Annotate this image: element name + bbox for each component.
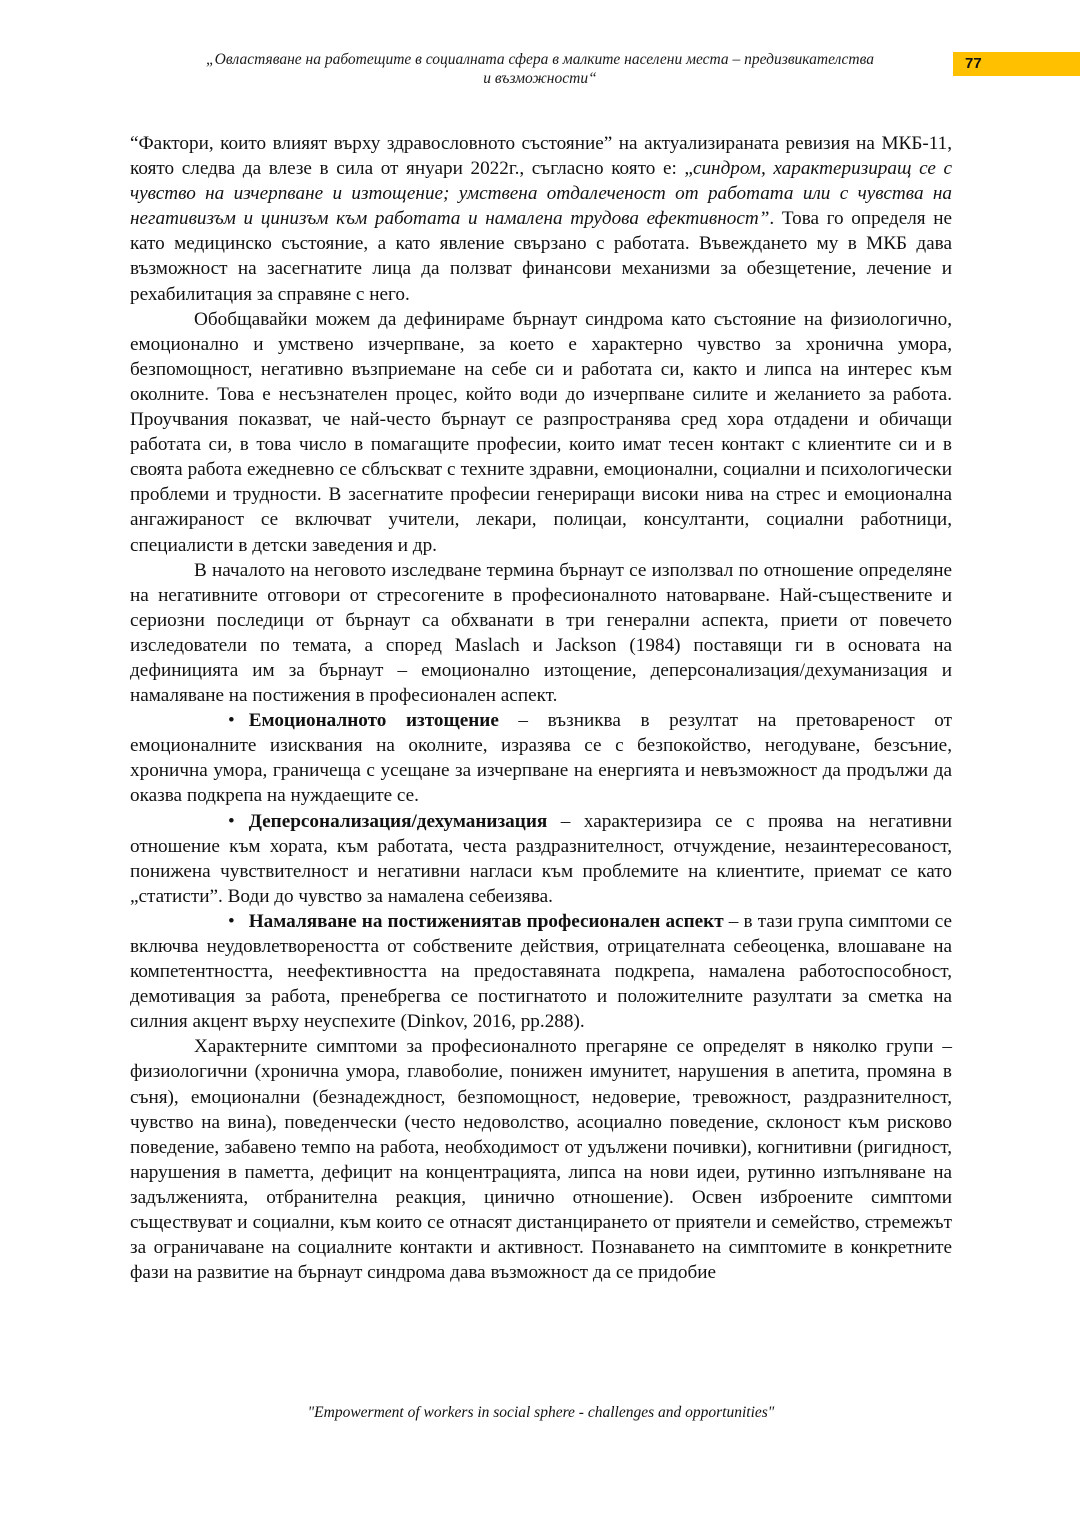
bullet-term: Деперсонализация/дехуманизация	[248, 810, 548, 832]
paragraph-icd-definition	[130, 131, 952, 307]
paragraph-symptoms: Характерните симптоми за професионалното прегаряне се определят в няколко групи – физиологични (хронична умора, главоболие, понижен имунитет, нарушения в апетита, промяна в съня), емоционални (безнадеждност, безпомощност, недоверие, тревожност, раздразнителност, чувство на вина), поведенчески (често недоволство, асоциално поведение, склоност към рисково поведение, забавено темпо на работа, необходимост от удължени почивки), когнитивни (ригидност, нарушения в паметта, дефицит на концентрацията, липса на нови идеи, рутинно изпълняване на задълженията, отбранителна реакция, цинично отношение). Освен изброените симптоми съществуват и социални, към които се отнасят дистанцирането от приятели и семейство, стремежът за ограничаване на социалните контакти и активност. Познаването на симптомите в конкретните фази на развитие на бърнаут синдрома дава възможност да се придобие	[130, 1036, 952, 1284]
bullet-text: – в тази група симптоми се включва неудовлетвореността от собствените действия, отрицателната себеоценка, влошаване на компетентността, неефективността на предоставяната подкрепа, намалена работоспособност, демотивация за работа, пренебрегва се постигнатото и положителните разултати за сметка на силния акцент върху неуспехите (Dinkov, 2016, pp.288).	[130, 910, 952, 1033]
bullet-item	[130, 809, 952, 909]
bullet-term: Намаляване на постижениятав професионален аспект	[248, 910, 724, 932]
paragraph-text: “Фактори, които влияят върху здравословното състояние” на актуализираната ревизия на МКБ-11, която следва да влезе в сила от януари 2022г., съгласно която е: „	[130, 133, 952, 180]
icd-definition-quote: синдром, характеризиращ се с чувство на изчерпване и изтощение; умствена отдалеченост от работата или с чувства на негативизъм и цинизъм към работата и намалена трудова ефективност”	[130, 158, 952, 230]
bullet-text: – характеризира се с проява на негативни отношение към хората, към работата, честа раздразнителност, отчуждение, незаинтересованост, понижена чувствителност и негативни нагласи към проблемите на клиентите, приемат се като „статисти”. Води до чувство за намалена себеизява.	[130, 810, 952, 907]
header-title-line-1: „Овластяване на работещите в социалната сфера в малките населени места – предизвикателства	[206, 51, 874, 68]
bullet-item	[130, 708, 952, 808]
paragraph-burnout-definition: Обобщавайки можем да дефинираме бърнаут синдрома като състояние на физиологично, емоционално и умствено изчерпване, за което е характерно чувство за хронична умора, безпомощност, негативно възприемане на себе си и работата си, както и липса на интерес към околните. Това е несъзнателен процес, който води до изчерпване силите и желанието за работа. Проучвания показват, че най-често бърнаут се разпространява сред хора отдадени и обичащи работата си, в това число в помагащите професии, които имат тесен контакт с клиентите си и в своята работа ежедневно се сблъскват с техните здравни, емоционални, социални и психологически проблеми и трудности. В засегнатите професии генериращи високи нива на стрес и емоционална ангажираност се включват учители, лекари, полицаи, консултанти, социални работници, специалисти в детски заведения и др.	[130, 308, 952, 556]
header-title-line-2: и възможности“	[483, 70, 597, 87]
paragraph-text: . Това го определя не като медицинско състояние, а като явление свързано с работата. Въвеждането му в МКБ дава възможност на засегнатите лица да ползват финансови механизми за обезщетение, лечение и рехабилитация за справяне с него.	[130, 208, 952, 305]
bullet-text: – възниква в резултат на претовареност от емоционалните изисквания на околните, изразява се с безпокойство, негодуване, безсъние, хронична умора, граничеща с усещане за изчерпване на енергията и невъзможност да продължи да оказва подкрепа на нуждаещите се.	[130, 710, 953, 807]
running-header	[130, 50, 950, 88]
bullet-item	[130, 909, 952, 1034]
bullet-icon: •	[228, 710, 235, 732]
bullet-icon: •	[228, 910, 235, 932]
page-number-badge: 77	[953, 52, 1080, 76]
paragraph-three-aspects: В началото на неговото изследване термина бърнаут се използвал по отношение определяне на негативните отговори от стресогените в професионалното натоварване. Най-съществените и сериозни последици от бърнаут са обхванати в три генерални аспекта, приети от повечето изследователи по темата, а според Maslach и Jackson (1984) поставящи ги в основата на дефиницията им за бърнаут – емоционално изтощение, деперсонализация/дехуманизация и намаляване на постижения в професионален аспект.	[130, 559, 952, 707]
bullet-icon: •	[228, 810, 235, 832]
page-body	[130, 131, 952, 1285]
running-footer: "Empowerment of workers in social sphere - challenges and opportunities"	[307, 1404, 775, 1421]
bullet-term: Емоционалното изтощение	[248, 710, 499, 732]
